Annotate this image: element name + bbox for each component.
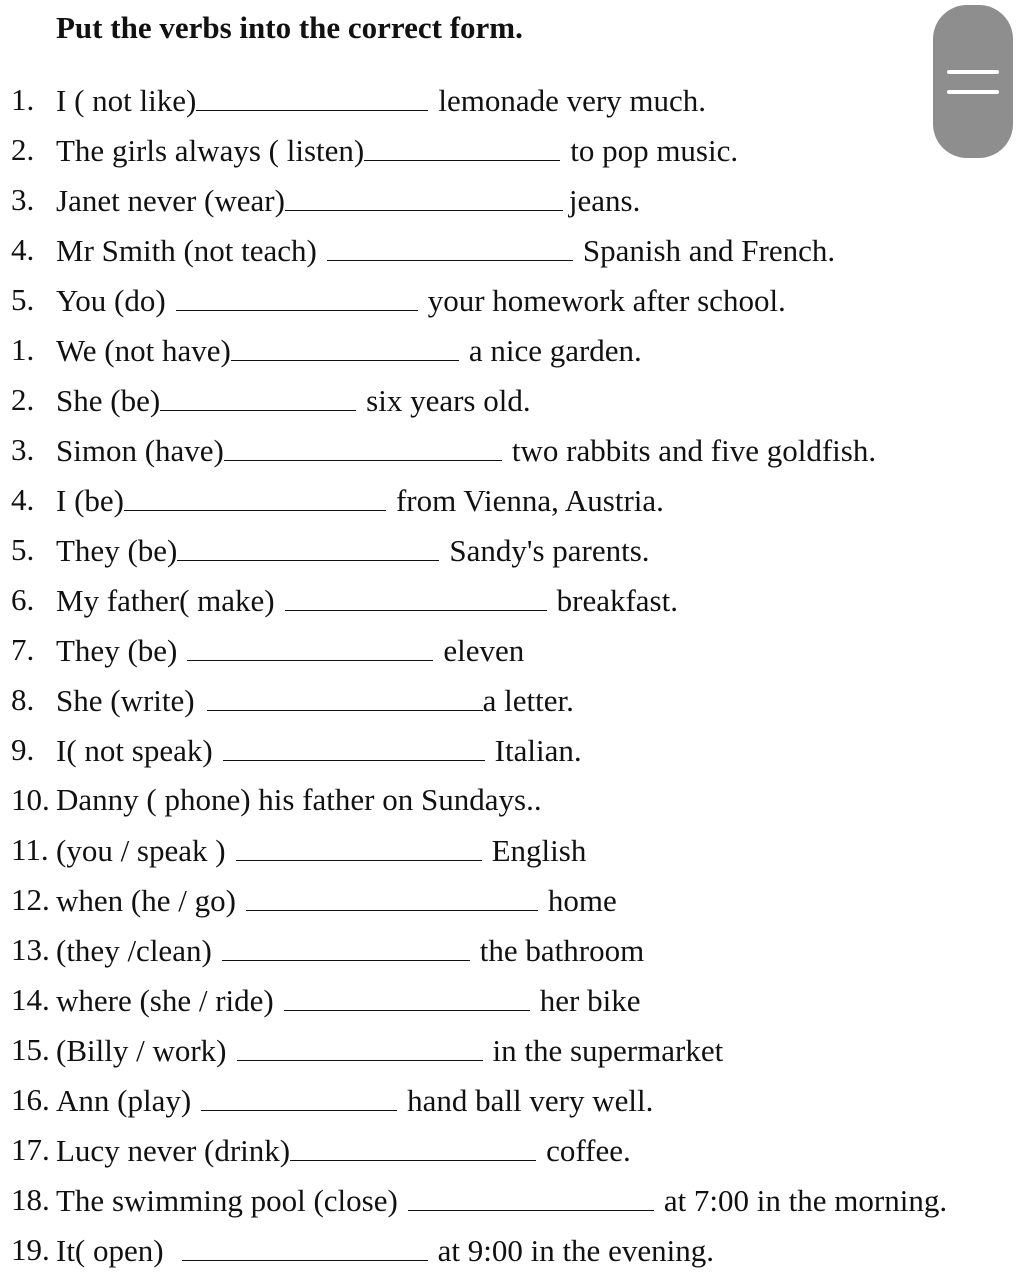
exercise-row — [0, 180, 1024, 230]
exercise-row — [0, 1230, 1024, 1280]
answer-blank[interactable] — [124, 480, 386, 511]
continuation-text: Italian. — [494, 733, 582, 768]
exercise-row — [0, 430, 1024, 480]
continuation-text: to pop music. — [570, 133, 739, 168]
continuation-text: in the supermarket — [492, 1033, 724, 1068]
continuation-text: lemonade very much. — [438, 83, 707, 118]
item-number: 17. — [11, 1132, 50, 1167]
continuation-text: hand ball very well. — [407, 1083, 654, 1118]
item-number: 16. — [11, 1082, 50, 1117]
prompt-text: where (she / ride) — [56, 983, 274, 1018]
continuation-text: your homework after school. — [427, 283, 786, 318]
prompt-text: You (do) — [56, 283, 166, 318]
exercise-list — [0, 80, 1024, 1280]
answer-blank[interactable] — [408, 1180, 654, 1211]
exercise-row — [0, 1130, 1024, 1180]
item-number: 8. — [11, 682, 35, 717]
answer-blank[interactable] — [237, 1030, 483, 1061]
exercise-row — [0, 380, 1024, 430]
answer-blank[interactable] — [176, 280, 418, 311]
prompt-text: It( open) — [56, 1233, 164, 1268]
answer-blank[interactable] — [207, 680, 483, 711]
item-number: 2. — [11, 132, 35, 167]
exercise-row — [0, 280, 1024, 330]
prompt-text: Danny ( phone) his father on Sundays.. — [56, 782, 542, 817]
prompt-text: I (be) — [56, 483, 124, 518]
item-number: 4. — [11, 482, 35, 517]
item-number: 1. — [11, 82, 35, 117]
item-number: 2. — [11, 382, 35, 417]
exercise-row — [0, 130, 1024, 180]
item-number: 11. — [11, 832, 49, 867]
exercise-row — [0, 480, 1024, 530]
exercise-row — [0, 1180, 1024, 1230]
answer-blank[interactable] — [223, 730, 485, 761]
continuation-text: eleven — [443, 633, 525, 668]
continuation-text: Sandy's parents. — [449, 533, 650, 568]
exercise-row — [0, 680, 1024, 730]
exercise-row — [0, 1080, 1024, 1130]
answer-blank[interactable] — [364, 130, 560, 161]
exercise-row — [0, 880, 1024, 930]
scroll-handle[interactable] — [933, 5, 1013, 158]
item-number: 4. — [11, 232, 35, 267]
continuation-text: at 9:00 in the evening. — [437, 1233, 714, 1268]
prompt-text: The girls always ( listen) — [56, 133, 365, 168]
continuation-text: her bike — [539, 983, 641, 1018]
exercise-row — [0, 80, 1024, 130]
item-number: 9. — [11, 732, 35, 767]
drag-handle-icon — [947, 90, 999, 94]
continuation-text: the bathroom — [479, 933, 645, 968]
exercise-row — [0, 780, 1024, 830]
prompt-text: Mr Smith (not teach) — [56, 233, 317, 268]
prompt-text: My father( make) — [56, 583, 275, 618]
item-number: 18. — [11, 1182, 50, 1217]
item-number: 19. — [11, 1232, 50, 1267]
item-number: 14. — [11, 982, 50, 1017]
answer-blank[interactable] — [236, 830, 482, 861]
prompt-text: Lucy never (drink) — [56, 1133, 291, 1168]
item-number: 13. — [11, 932, 50, 967]
prompt-text: I ( not like) — [56, 83, 197, 118]
answer-blank[interactable] — [196, 80, 428, 111]
answer-blank[interactable] — [224, 430, 502, 461]
continuation-text: two rabbits and five goldfish. — [511, 433, 877, 468]
prompt-text: Simon (have) — [56, 433, 224, 468]
exercise-row — [0, 330, 1024, 380]
item-number: 1. — [11, 332, 35, 367]
exercise-row — [0, 230, 1024, 280]
item-number: 5. — [11, 282, 35, 317]
continuation-text: a letter. — [482, 683, 574, 718]
item-number: 3. — [11, 182, 35, 217]
answer-blank[interactable] — [284, 980, 530, 1011]
prompt-text: We (not have) — [56, 333, 231, 368]
exercise-row — [0, 830, 1024, 880]
prompt-text: (they /clean) — [56, 933, 212, 968]
answer-blank[interactable] — [285, 580, 547, 611]
answer-blank[interactable] — [285, 180, 563, 211]
exercise-row — [0, 580, 1024, 630]
item-number: 7. — [11, 632, 35, 667]
exercise-row — [0, 530, 1024, 580]
prompt-text: Ann (play) — [56, 1083, 192, 1118]
exercise-row — [0, 630, 1024, 680]
prompt-text: (you / speak ) — [56, 833, 226, 868]
answer-blank[interactable] — [187, 630, 433, 661]
prompt-text: I( not speak) — [56, 733, 213, 768]
continuation-text: home — [547, 883, 617, 918]
answer-blank[interactable] — [160, 380, 356, 411]
prompt-text: when (he / go) — [56, 883, 236, 918]
continuation-text: English — [491, 833, 587, 868]
prompt-text: They (be) — [56, 533, 178, 568]
answer-blank[interactable] — [327, 230, 573, 261]
continuation-text: coffee. — [546, 1133, 631, 1168]
answer-blank[interactable] — [182, 1230, 428, 1261]
continuation-text: breakfast. — [556, 583, 678, 618]
item-number: 5. — [11, 532, 35, 567]
continuation-text: a nice garden. — [468, 333, 642, 368]
continuation-text: six years old. — [366, 383, 531, 418]
exercise-row — [0, 1030, 1024, 1080]
answer-blank[interactable] — [290, 1130, 536, 1161]
exercise-row — [0, 930, 1024, 980]
answer-blank[interactable] — [231, 330, 459, 361]
item-number: 6. — [11, 582, 35, 617]
prompt-text: Janet never (wear) — [56, 183, 285, 218]
exercise-row — [0, 730, 1024, 780]
continuation-text: from Vienna, Austria. — [395, 483, 664, 518]
answer-blank[interactable] — [201, 1080, 397, 1111]
item-number: 3. — [11, 432, 35, 467]
item-number: 15. — [11, 1032, 50, 1067]
drag-handle-icon — [947, 70, 999, 74]
prompt-text: They (be) — [56, 633, 178, 668]
prompt-text: She (write) — [56, 683, 195, 718]
continuation-text: Spanish and French. — [582, 233, 836, 268]
continuation-text: at 7:00 in the morning. — [663, 1183, 948, 1218]
item-number: 12. — [11, 882, 50, 917]
prompt-text: (Billy / work) — [56, 1033, 227, 1068]
prompt-text: She (be) — [56, 383, 161, 418]
exercise-row — [0, 980, 1024, 1030]
prompt-text: The swimming pool (close) — [56, 1183, 398, 1218]
answer-blank[interactable] — [246, 880, 538, 911]
answer-blank[interactable] — [222, 930, 470, 961]
item-number: 10. — [11, 782, 50, 817]
page-title: Put the verbs into the correct form. — [56, 10, 523, 45]
continuation-text: jeans. — [568, 183, 641, 218]
answer-blank[interactable] — [177, 530, 439, 561]
